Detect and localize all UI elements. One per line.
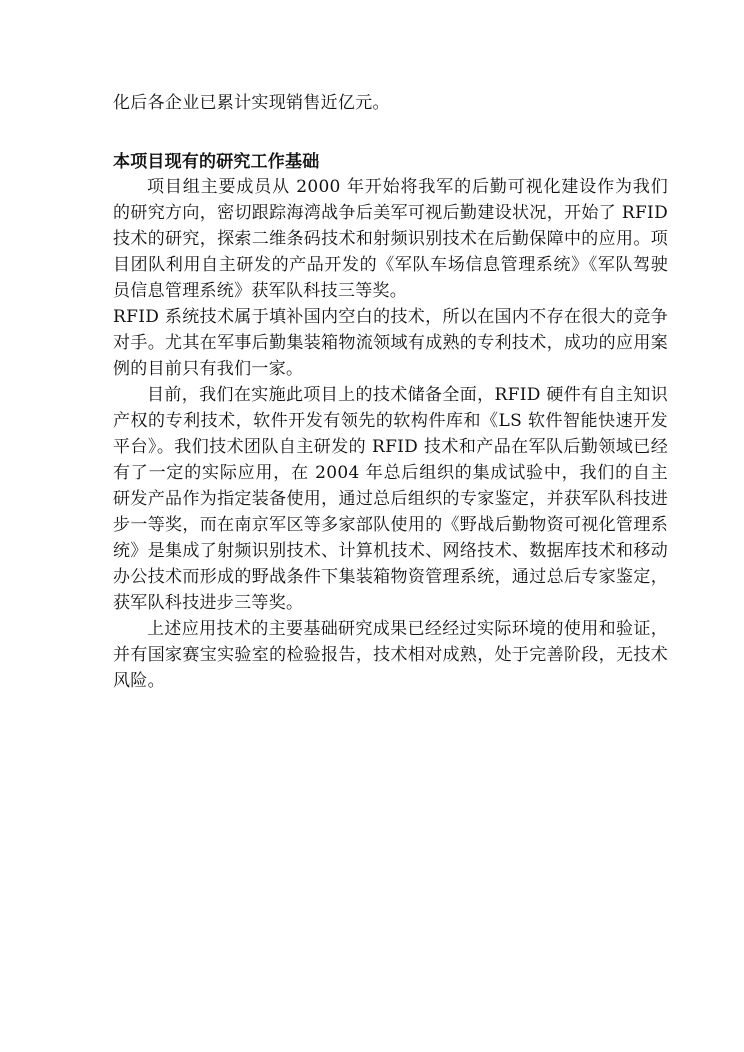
continuation-text: 化后各企业已累计实现销售近亿元。	[113, 93, 390, 113]
document-body	[113, 90, 668, 694]
paragraph-rfid-competition: RFID 系统技术属于填补国内空白的技术，所以在国内不存在很大的竞争对手。尤其在军事后勤集装箱物流领域有成熟的专利技术，成功的应用案例的目前只有我们一家。	[113, 307, 668, 379]
section-heading: 本项目现有的研究工作基础	[113, 152, 320, 172]
paragraph-research-history: 项目组主要成员从 2000 年开始将我军的后勤可视化建设作为我们的研究方向，密切跟踪海湾战争后美军可视后勤建设状况，开始了 RFID 技术的研究，探索二维条码技术和射频识别技术在后勤保障中的应用。项目团队利用自主研发的产品开发的《军队车场信息管理系统》《军队驾驶员信息管理系统》获军队科技三等奖。	[113, 177, 668, 301]
paragraph-verification: 上述应用技术的主要基础研究成果已经经过实际环境的使用和验证，并有国家赛宝实验室的检验报告，技术相对成熟，处于完善阶段，无技术风险。	[113, 619, 668, 691]
paragraph-technical-reserve: 目前，我们在实施此项目上的技术储备全面，RFID 硬件有自主知识产权的专利技术，软件开发有领先的软构件库和《LS 软件智能快速开发平台》。我们技术团队自主研发的 RFID 技术和产品在军队后勤领域已经有了一定的实际应用，在 2004 年总后组织的集成试验中，我们的自主研发产品作为指定装备使用，通过总后组织的专家鉴定，并获军队科技进步一等奖，而在南京军区等多家部队使用的《野战后勤物资可视化管理系统》是集成了射频识别技术、计算机技术、网络技术、数据库技术和移动办公技术而形成的野战条件下集装箱物资管理系统，通过总后专家鉴定，获军队科技进步三等奖。	[113, 385, 668, 613]
